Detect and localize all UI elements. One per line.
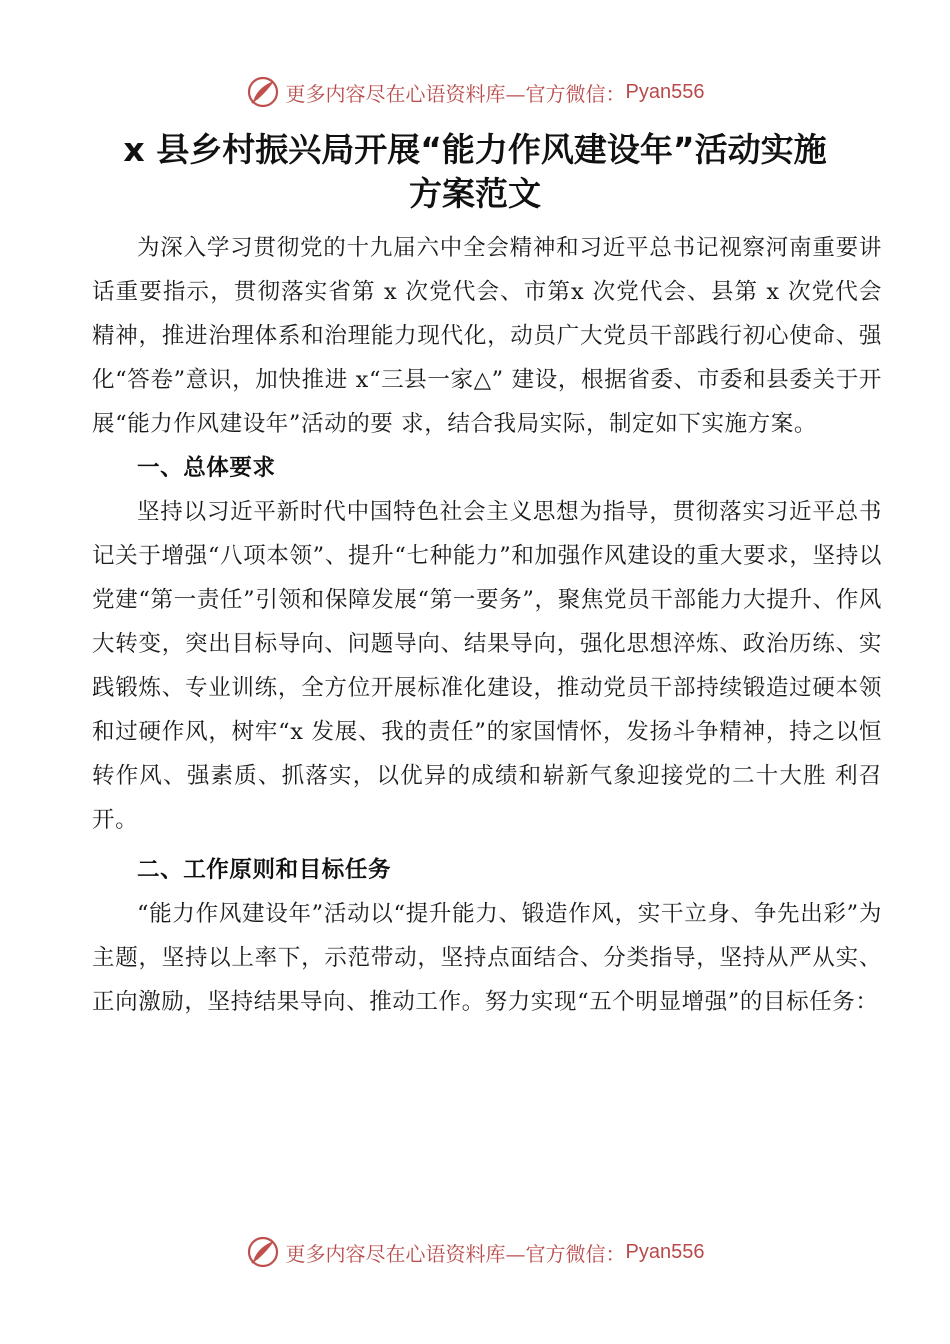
watermark-banner-bottom <box>0 1232 950 1272</box>
section-heading-general-requirements: 一、总体要求 <box>137 455 276 481</box>
watermark-banner-top <box>0 72 950 112</box>
intro-paragraph: 为深入学习贯彻党的十九届六中全会精神和习近平总书记视察河南重要讲话重要指示，贯彻落实省第 x 次党代会、市第x 次党代会、县第 x 次党代会精神，推进治理体系和治理能力现代化，动员广大党员干部践行初心使命、强化“答卷”意识，加快推进 x“三县一家△” 建设，根据省委、市委和县委关于开展“能力作风建设年”活动的要 求，结合我局实际，制定如下实施方案。 <box>92 235 882 437</box>
section-paragraph-general-requirements: 坚持以习近平新时代中国特色社会主义思想为指导，贯彻落实习近平总书记关于增强“八项本领”、提升“七种能力”和加强作风建设的重大要求，坚持以党建“第一责任”引领和保障发展“第一要务”，聚焦党员干部能力大提升、作风大转变，突出目标导向、问题导向、结果导向，强化思想淬炼、政治历练、实践锻炼、专业训练，全方位开展标准化建设，推动党员干部持续锻造过硬本领和过硬作风，树牢“x 发展、我的责任”的家国情怀，发扬斗争精神，持之以恒转作风、强素质、抓落实，以优异的成绩和崭新气象迎接党的二十大胜 利召开。 <box>92 499 882 833</box>
section-heading-principles-tasks: 二、工作原则和目标任务 <box>137 857 392 883</box>
quill-circle-logo-icon <box>246 75 280 109</box>
watermark-text: 更多内容尽在心语资料库—官方微信： <box>285 81 626 106</box>
document-title <box>60 128 890 216</box>
document-body <box>92 226 882 1024</box>
watermark-text: 更多内容尽在心语资料库—官方微信： <box>285 1241 626 1266</box>
title-line-1: x 县乡村振兴局开展“能力作风建设年”活动实施 <box>123 130 827 169</box>
quill-circle-logo-icon <box>246 1235 280 1269</box>
title-line-2: 方案范文 <box>409 174 541 213</box>
section-paragraph-principles-tasks: “能力作风建设年”活动以“提升能力、锻造作风，实干立身、争先出彩”为主题，坚持以上率下，示范带动，坚持点面结合、分类指导，坚持从严从实、正向激励，坚持结果导向、推动工作。努力实现“五个明显增强”的目标任务： <box>92 901 882 1015</box>
watermark-wechat-id: Pyan556 <box>625 80 705 103</box>
watermark-wechat-id: Pyan556 <box>625 1240 705 1263</box>
